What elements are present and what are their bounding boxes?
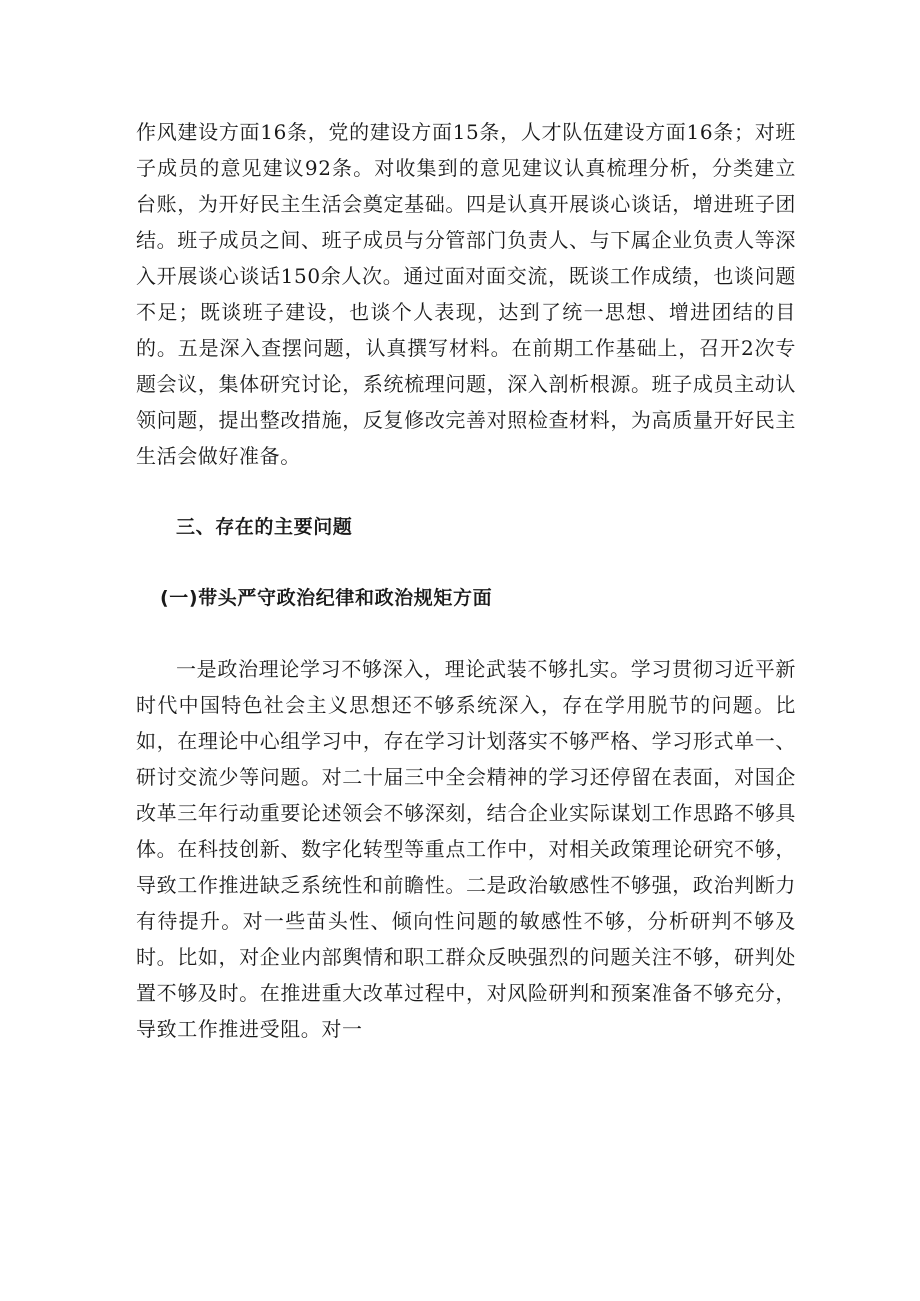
section-heading: 三、存在的主要问题 (176, 516, 353, 538)
body-paragraph: 作风建设方面16条，党的建设方面15条，人才队伍建设方面16条；对班子成员的意见建议92条。对收集到的意见建议认真梳理分析，分类建立台账，为开好民主生活会奠定基础。四是认真开展谈心谈话，增进班子团结。班子成员之间、班子成员与分管部门负责人、与下属企业负责人等深入开展谈心谈话150余人次。通过面对面交流，既谈工作成绩，也谈问题不足；既谈班子建设，也谈个人表现，达到了统一思想、增进团结的目的。五是深入查摆问题，认真撰写材料。在前期工作基础上，召开2次专题会议，集体研究讨论，系统梳理问题，深入剖析根源。班子成员主动认领问题，提出整改措施，反复修改完善对照检查材料，为高质量开好民主生活会做好准备。 (136, 120, 796, 468)
subsection-heading: (一)带头严守政治纪律和政治规矩方面 (160, 587, 493, 609)
body-paragraph: 一是政治理论学习不够深入，理论武装不够扎实。学习贯彻习近平新时代中国特色社会主义思想还不够系统深入，存在学用脱节的问题。比如，在理论中心组学习中，存在学习计划落实不够严格、学习形式单一、研讨交流少等问题。对二十届三中全会精神的学习还停留在表面，对国企改革三年行动重要论述领会不够深刻，结合企业实际谋划工作思路不够具体。在科技创新、数字化转型等重点工作中，对相关政策理论研究不够，导致工作推进缺乏系统性和前瞻性。二是政治敏感性不够强，政治判断力有待提升。对一些苗头性、倾向性问题的敏感性不够，分析研判不够及时。比如，对企业内部舆情和职工群众反映强烈的问题关注不够，研判处置不够及时。在推进重大改革过程中，对风险研判和预案准备不够充分，导致工作推进受阻。对一 (136, 657, 796, 1041)
document-body (136, 114, 796, 1047)
